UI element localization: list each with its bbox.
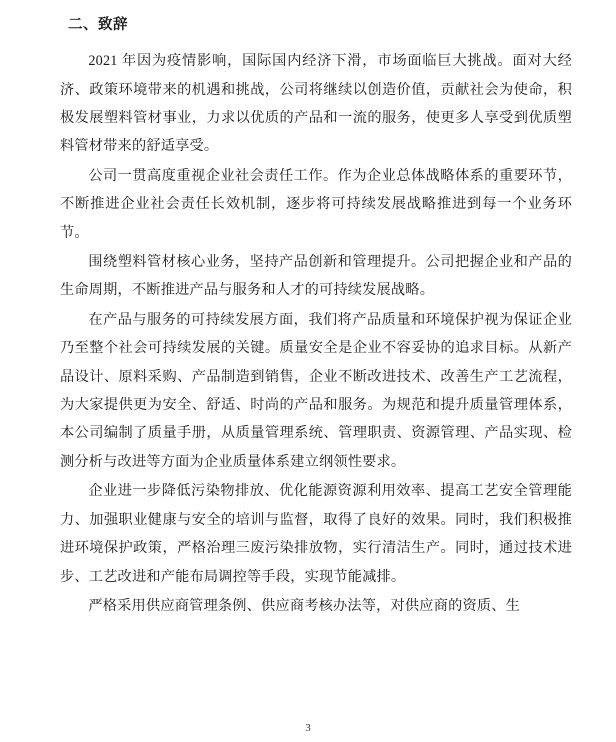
paragraph-6: 严格采用供应商管理条例、供应商考核办法等，对供应商的资质、生 — [88, 597, 521, 614]
paragraph-3: 围绕塑料管材核心业务，坚持产品创新和管理提升。公司把握企业和产品的生命周期，不断推进产品与服务和人才的可持续发展战略。 — [60, 254, 572, 299]
page-number: 3 — [305, 722, 311, 734]
paragraph-5: 企业进一步降低污染物排放、优化能源资源利用效率、提高工艺安全管理能力、加强职业健康与安全的培训与监督，取得了良好的效果。同时，我们积极推进环境保护政策，严格治理三废污染排放物，实行清洁生产。同时，通过技术进步、工艺改进和产能布局调控等手段，实现节能减排。 — [60, 483, 572, 585]
section-heading: 二、致辞 — [68, 17, 128, 33]
paragraph-1: 2021 年因为疫情影响，国际国内经济下滑，市场面临巨大挑战。面对大经济、政策环境带来的机遇和挑战，公司将继续以创造价值，贡献社会为使命，积极发展塑料管材事业，力求以优质的产品和一流的服务，使更多人享受到优质塑料管材带来的舒适享受。 — [60, 53, 572, 155]
paragraph-4: 在产品与服务的可持续发展方面，我们将产品质量和环境保护视为保证企业乃至整个社会可持续发展的关键。质量安全是企业不容妥协的追求目标。从新产品设计、原料采购、产品制造到销售，企业不断改进技术、改善生产工艺流程，为大家提供更为安全、舒适、时尚的产品和服务。为规范和提升质量管理体系，本公司编制了质量手册，从质量管理系统、管理职责、资源管理、产品实现、检测分析与改进等方面为企业质量体系建立纲领性要求。 — [60, 311, 572, 470]
paragraph-2: 公司一贯高度重视企业社会责任工作。作为企业总体战略体系的重要环节，不断推进企业社会责任长效机制，逐步将可持续发展战略推进到每一个业务环节。 — [60, 167, 572, 241]
